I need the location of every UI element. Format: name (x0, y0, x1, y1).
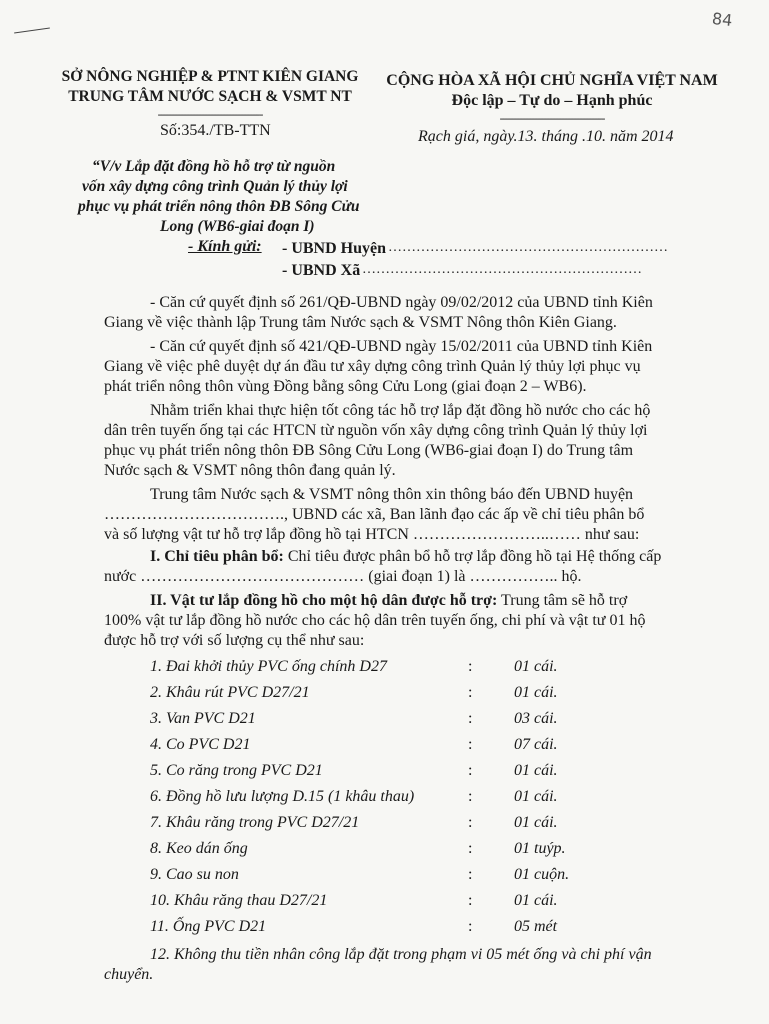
material-item-name: 1. Đai khởi thủy PVC ống chính D27 (150, 658, 387, 675)
section-2-line-1 (150, 592, 627, 610)
section-2-text: Trung tâm sẽ hỗ trợ (497, 592, 628, 609)
material-item-qty: 01 tuýp. (514, 840, 566, 857)
recipient-commune: - UBND Xã (282, 262, 361, 279)
section-2-line-2: 100% vật tư lắp đồng hồ nước cho các hộ dân trên tuyến ống, chi phí và vật tư 01 hộ (104, 612, 646, 629)
material-item-qty: 01 cái. (514, 788, 558, 805)
document-number: Số:354./TB-TTN (160, 122, 271, 139)
section-1-text: Chỉ tiêu được phân bổ hỗ trợ lắp đồng hồ tại Hệ thống cấp (283, 548, 662, 565)
section-1-line-2: nước …………………………………… (giai đoạn 1) là …………….. hộ. (104, 568, 582, 585)
item-12-line-1: 12. Không thu tiền nhân công lắp đặt trong phạm vi 05 mét ống và chi phí vận (150, 946, 652, 963)
material-item-name: 7. Khâu răng trong PVC D27/21 (150, 814, 360, 831)
pen-mark (14, 27, 50, 33)
material-item-colon: : (468, 866, 473, 883)
basis-2-line-3: phát triển nông thôn vùng Đồng bằng sông Cửu Long (giai đoạn 2 – WB6). (104, 378, 587, 395)
material-item-colon: : (468, 710, 473, 727)
material-item-name: 10. Khâu răng thau D27/21 (150, 892, 328, 909)
purpose-line-3: phục vụ phát triển nông thôn ĐB Sông Cửu Long (WB6-giai đoạn I) do Trung tâm (104, 442, 634, 459)
material-item-qty: 01 cuộn. (514, 866, 570, 883)
subject-line-1: “V/v Lắp đặt đồng hồ hỗ trợ từ nguồn (92, 158, 336, 175)
basis-2-line-1: - Căn cứ quyết định số 421/QĐ-UBND ngày 15/02/2011 của UBND tỉnh Kiên (150, 338, 653, 355)
section-2-heading: II. Vật tư lắp đồng hồ cho một hộ dân được hỗ trợ: (150, 592, 498, 609)
material-item-name: 2. Khâu rút PVC D27/21 (150, 684, 310, 701)
purpose-line-4: Nước sạch & VSMT nông thôn đang quản lý. (104, 462, 396, 479)
material-item-qty: 01 cái. (514, 684, 558, 701)
purpose-line-1: Nhằm triển khai thực hiện tốt công tác hỗ trợ lắp đặt đồng hồ nước cho các hộ (150, 402, 651, 419)
subject-line-2: vốn xây dựng công trình Quản lý thủy lợi (82, 178, 348, 195)
material-item-colon: : (468, 918, 473, 935)
material-item-name: 6. Đồng hồ lưu lượng D.15 (1 khâu thau) (150, 788, 415, 805)
section-1-line-1 (150, 548, 661, 566)
header-right-rule: ----------------------------------- (499, 111, 605, 125)
material-item-qty: 05 mét (514, 918, 558, 935)
section-1-heading: I. Chỉ tiêu phân bổ: (150, 548, 284, 565)
recipient-district-dots: …………………………………………………… (388, 240, 668, 255)
material-item-qty: 01 cái. (514, 762, 558, 779)
agency-name: SỞ NÔNG NGHIỆP & PTNT KIÊN GIANG (61, 68, 359, 85)
section-2-line-3: được hỗ trợ với số lượng cụ thể như sau: (104, 632, 365, 649)
page-number: 84 (711, 8, 734, 31)
material-item-name: 4. Co PVC D21 (150, 736, 251, 753)
national-title: CỘNG HÒA XÃ HỘI CHỦ NGHĨA VIỆT NAM (386, 72, 718, 89)
basis-2-line-2: Giang về việc phê duyệt dự án đầu tư xây dựng công trình Quản lý thủy lợi phục vụ (104, 358, 641, 375)
notice-line-3: và số lượng vật tư hỗ trợ lắp đồng hồ tại HTCN ……………………..…… như sau: (104, 526, 640, 543)
material-item-name: 11. Ống PVC D21 (150, 918, 267, 935)
material-item-qty: 07 cái. (514, 736, 558, 753)
material-item-qty: 01 cái. (514, 658, 558, 675)
recipient-commune-dots: …………………………………………………… (362, 262, 642, 277)
material-item-colon: : (468, 658, 473, 675)
purpose-line-2: dân trên tuyến ống tại các HTCN từ nguồn vốn xây dựng công trình Quản lý thủy lợi (104, 422, 648, 439)
material-item-name: 3. Van PVC D21 (150, 710, 256, 727)
material-item-colon: : (468, 736, 473, 753)
basis-1-line-2: Giang về việc thành lập Trung tâm Nước sạch & VSMT Nông thôn Kiên Giang. (104, 314, 617, 331)
material-item-colon: : (468, 684, 473, 701)
material-item-colon: : (468, 814, 473, 831)
material-item-colon: : (468, 840, 473, 857)
notice-line-2: ……………………………., UBND các xã, Ban lãnh đạo các ấp về chỉ tiêu phân bổ (104, 506, 645, 523)
material-item-qty: 01 cái. (514, 814, 558, 831)
header-left-rule: ----------------------------------- (157, 107, 263, 121)
subject-line-3: phục vụ phát triển nông thôn ĐB Sông Cửu (78, 198, 360, 215)
national-motto: Độc lập – Tự do – Hạnh phúc (451, 92, 653, 109)
material-item-name: 8. Keo dán ống (150, 840, 248, 857)
notice-line-1: Trung tâm Nước sạch & VSMT nông thôn xin thông báo đến UBND huyện (150, 486, 634, 503)
recipients-label: - Kính gửi: (188, 238, 262, 255)
document-date: Rạch giá, ngày.13. tháng .10. năm 2014 (418, 128, 674, 145)
material-item-name: 5. Co răng trong PVC D21 (150, 762, 323, 779)
material-item-colon: : (468, 892, 473, 909)
material-item-qty: 01 cái. (514, 892, 558, 909)
material-item-colon: : (468, 762, 473, 779)
basis-1-line-1: - Căn cứ quyết định số 261/QĐ-UBND ngày 09/02/2012 của UBND tỉnh Kiên (150, 294, 653, 311)
material-item-name: 9. Cao su non (150, 866, 239, 883)
recipient-district: - UBND Huyện (282, 240, 387, 257)
material-item-qty: 03 cái. (514, 710, 558, 727)
material-item-colon: : (468, 788, 473, 805)
center-name: TRUNG TÂM NƯỚC SẠCH & VSMT NT (68, 88, 352, 105)
subject-line-4: Long (WB6-giai đoạn I) (160, 218, 315, 235)
item-12-line-2: chuyển. (104, 966, 154, 983)
